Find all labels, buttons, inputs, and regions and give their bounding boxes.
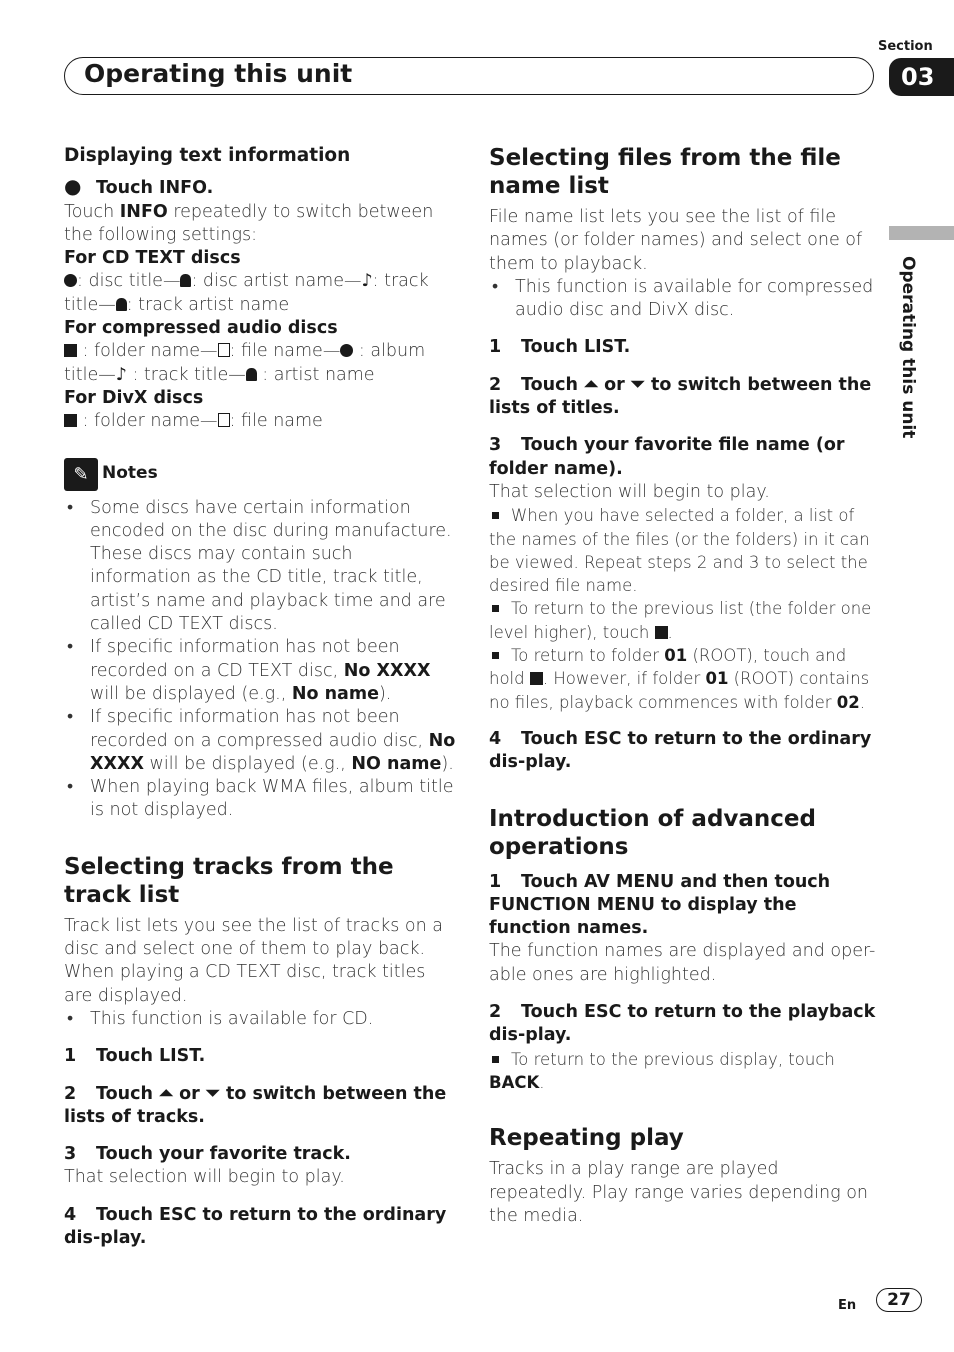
- track-step-1: 1 Touch LIST.: [64, 1046, 206, 1067]
- side-tab-label: Operating this unit: [898, 256, 918, 439]
- file-step-2: 2 Touch ⏶ or ⏷ to switch between the lists of titles.: [489, 374, 872, 419]
- track-list-heading: Selecting tracks from the track list: [64, 853, 394, 908]
- language-label: En: [838, 1298, 857, 1313]
- down-arrow-icon: ⏷: [205, 1083, 220, 1104]
- file-step-1: 1 Touch LIST.: [489, 337, 631, 358]
- track-step-3-note: That selection will begin to play.: [64, 1167, 345, 1188]
- adv-step-1: 1 Touch AV MENU and then touch FUNCTION MENU to display the function names.: [489, 871, 831, 939]
- side-tab-marker: [889, 226, 954, 240]
- info-intro: Touch INFO repeatedly to switch between the following settings:: [64, 201, 434, 245]
- notes-header: ✎ Notes: [64, 458, 456, 491]
- info-step: ● Touch INFO.: [64, 174, 214, 199]
- disc-icon: [64, 274, 77, 287]
- note-icon: ♪: [115, 364, 127, 385]
- back-icon: [655, 626, 668, 639]
- cd-text-settings: : disc title— : disc artist name—♪: track title— : track artist name: [64, 271, 429, 315]
- list-item: • This function is available for compressed audio disc and DivX disc.: [489, 276, 881, 323]
- notes-list: [64, 497, 456, 823]
- file-step-3-note: That selection will begin to play.: [489, 481, 770, 502]
- file-list-bullets: [489, 276, 881, 323]
- track-step-4: 4 Touch ESC to return to the ordinary dis-play.: [64, 1204, 447, 1248]
- person-icon: [246, 368, 257, 381]
- file-tip-1: When you have selected a folder, a list of the names of the files (or the folders) in it can be viewed. Repeat steps 2 and 3 to select the desired file name.: [489, 506, 870, 596]
- section-label: Section: [878, 39, 933, 54]
- file-step-4: 4 Touch ESC to return to the ordinary dis-play.: [489, 728, 872, 773]
- repeating-play-heading: Repeating play: [489, 1125, 684, 1152]
- file-list-heading: Selecting files from the file name list: [489, 145, 841, 199]
- advanced-ops-heading: Introduction of advanced operations: [489, 805, 816, 860]
- section-number: 03: [889, 58, 954, 96]
- note-item: • Some discs have certain information encoded on the disc during manufacture. These discs may contain such information as the CD title, track title, artist’s name and playback time and are called CD TEXT discs.: [64, 497, 456, 637]
- page-number: 27: [876, 1288, 922, 1312]
- file-list-intro: File name list lets you see the list of file names (or folder names) and select one of them to playback.: [489, 207, 863, 274]
- up-arrow-icon: ⏶: [584, 374, 599, 395]
- note-item: • When playing back WMA files, album title is not displayed.: [64, 776, 456, 823]
- folder-icon: [64, 344, 77, 357]
- displaying-text-heading: Displaying text information: [64, 145, 351, 166]
- note-item: • If specific information has not been recorded on a CD TEXT disc, No XXXX will be displayed (e.g., No name).: [64, 636, 456, 706]
- compressed-settings: : folder name— : file name— : album title—♪ : track title— : artist name: [64, 341, 426, 385]
- file-icon: [218, 413, 230, 427]
- right-column: [489, 144, 881, 1228]
- adv-step-1-note: The function names are displayed and oper-able ones are highlighted.: [489, 941, 876, 985]
- note-icon: ♪: [361, 271, 373, 292]
- compressed-heading: For compressed audio discs: [64, 318, 338, 339]
- left-column: [64, 144, 456, 1250]
- cd-text-heading: For CD TEXT discs: [64, 248, 241, 269]
- adv-tip: To return to the previous display, touch BACK.: [489, 1049, 835, 1092]
- file-step-3: 3 Touch your favorite file name (or folder name).: [489, 435, 845, 479]
- track-list-bullets: [64, 1008, 456, 1031]
- down-arrow-icon: ⏷: [630, 374, 645, 395]
- repeating-play-text: Tracks in a play range are played repeatedly. Play range varies depending on the media.: [489, 1159, 869, 1226]
- file-icon: [218, 343, 230, 357]
- track-step-2: 2 Touch ⏶ or ⏷ to switch between the lists of tracks.: [64, 1083, 447, 1127]
- up-arrow-icon: ⏶: [159, 1083, 174, 1104]
- back-icon: [530, 672, 543, 685]
- file-tip-2: To return to the previous list (the folder one level higher), touch .: [489, 599, 872, 642]
- note-item: • If specific information has not been recorded on a compressed audio disc, No XXXX will be displayed (e.g., NO name).: [64, 706, 456, 776]
- list-item: • This function is available for CD.: [64, 1008, 456, 1031]
- adv-step-2: 2 Touch ESC to return to the playback dis-play.: [489, 1002, 876, 1046]
- disc-artist-icon: [180, 274, 191, 287]
- track-list-intro: Track list lets you see the list of tracks on a disc and select one of them to play back. When playing a CD TEXT disc, track titles are displayed.: [64, 915, 444, 1006]
- disc-icon: [340, 344, 353, 357]
- file-tip-3: To return to folder 01 (ROOT), touch and hold . However, if folder 01 (ROOT) contains no files, playback commences with folder 02.: [489, 646, 870, 712]
- track-artist-icon: [116, 298, 127, 311]
- pencil-icon: ✎: [64, 458, 98, 491]
- divx-settings: : folder name— : file name: [64, 410, 456, 433]
- track-step-3: 3 Touch your favorite track.: [64, 1144, 351, 1165]
- divx-heading: For DivX discs: [64, 387, 204, 408]
- page-title: Operating this unit: [84, 59, 353, 88]
- folder-icon: [64, 414, 77, 427]
